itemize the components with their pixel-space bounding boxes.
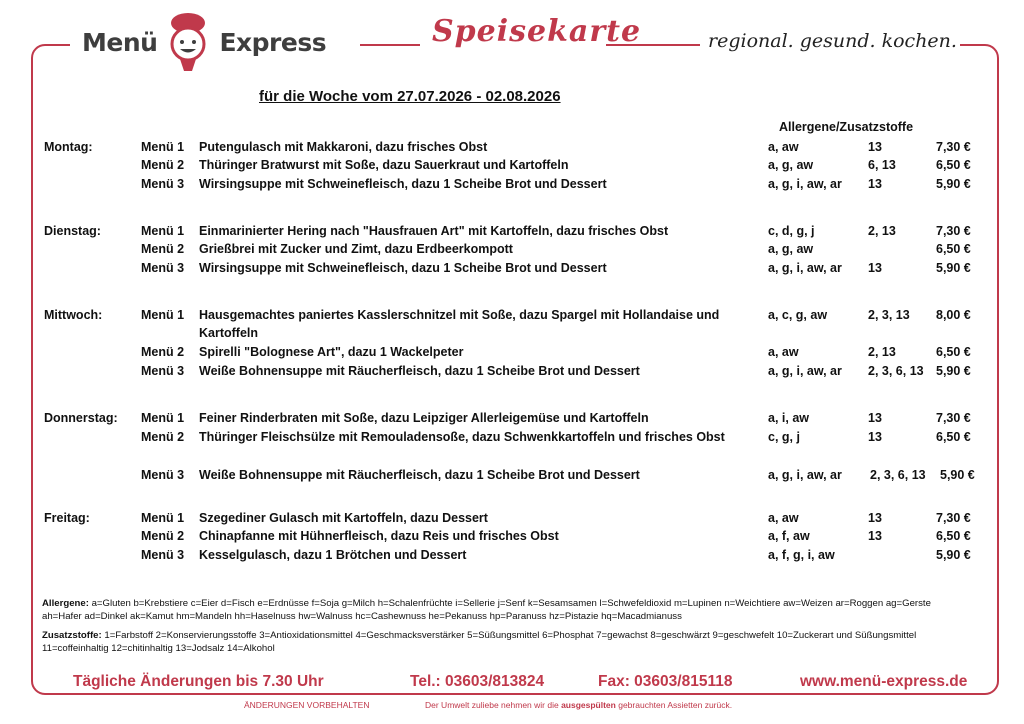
allergen-legend — [42, 597, 962, 623]
additive-codes: 13 — [868, 411, 882, 425]
dish-description: Weiße Bohnensuppe mit Räucherfleisch, dazu 1 Scheibe Brot und Dessert — [199, 364, 640, 378]
allergen-codes: a, aw — [768, 511, 799, 525]
allergen-codes: a, aw — [768, 345, 799, 359]
page-title: Speisekarte — [432, 14, 642, 49]
price: 5,90 € — [936, 364, 971, 378]
additive-codes: 13 — [868, 261, 882, 275]
dish-description: Chinapfanne mit Hühnerfleisch, dazu Reis und frisches Obst — [199, 529, 559, 543]
allergen-codes: c, g, j — [768, 430, 800, 444]
menu-number: Menü 3 — [141, 548, 185, 562]
price: 7,30 € — [936, 140, 971, 154]
price: 5,90 € — [936, 177, 971, 191]
allergen-codes: a, g, aw — [768, 242, 814, 256]
dish-description: Spirelli "Bolognese Art", dazu 1 Wackelpeter — [199, 345, 464, 359]
daily-changes-note: Tägliche Änderungen bis 7.30 Uhr — [73, 673, 324, 690]
menu-number: Menü 2 — [141, 345, 185, 359]
menu-number: Menü 1 — [141, 511, 185, 525]
menu-number: Menü 1 — [141, 411, 185, 425]
allergen-codes: a, g, i, aw, ar — [768, 364, 842, 378]
additive-legend-label: Zusatzstoffe: — [42, 630, 102, 641]
dish-description: Putengulasch mit Makkaroni, dazu frisches Obst — [199, 140, 488, 154]
allergen-codes: a, g, i, aw, ar — [768, 177, 842, 191]
allergen-legend-text: a=Gluten b=Krebstiere c=Eier d=Fisch e=Erdnüsse f=Soja g=Milch h=Schalenfrüchte i=Sellerie j=Senf k=Sesamsamen l=Schwefeldioxid m=Lupinen n=Weichtiere aw=Weizen ar=Roggen ag=Gerste ah=Hafer ad=Dinkel ak=Kamut hm=Mandeln hh=Haselnuss hw=Walnuss hc=Cashewnuss he=Pekanuss hp=Paranuss hz=Pistazie hq=Macadmianuss — [42, 598, 931, 622]
dish-description: Einmarinierter Hering nach "Hausfrauen Art" mit Kartoffeln, dazu frisches Obst — [199, 224, 669, 238]
changes-reserved-note: ÄNDERUNGEN VORBEHALTEN — [244, 700, 370, 710]
dish-description: Weiße Bohnensuppe mit Räucherfleisch, dazu 1 Scheibe Brot und Dessert — [199, 468, 640, 482]
day-label: Donnerstag: — [44, 411, 118, 425]
menu-number: Menü 3 — [141, 364, 185, 378]
dish-description: Wirsingsuppe mit Schweinefleisch, dazu 1 Scheibe Brot und Dessert — [199, 261, 607, 275]
allergen-codes: a, g, i, aw, ar — [768, 261, 842, 275]
dish-description: Thüringer Fleischsülze mit Remouladensoße, dazu Schwenkkartoffeln und frisches Obst — [199, 430, 725, 444]
price: 7,30 € — [936, 411, 971, 425]
price: 7,30 € — [936, 511, 971, 525]
brand-right: Express — [219, 27, 327, 57]
additive-codes: 2, 13 — [868, 224, 896, 238]
menu-number: Menü 3 — [141, 177, 185, 191]
additive-codes: 2, 3, 6, 13 — [868, 364, 924, 378]
menu-number: Menü 2 — [141, 158, 185, 172]
dish-description: Grießbrei mit Zucker und Zimt, dazu Erdbeerkompott — [199, 242, 513, 256]
allergen-codes: a, f, aw — [768, 529, 810, 543]
allergen-codes: c, d, g, j — [768, 224, 815, 238]
price: 5,90 € — [940, 468, 975, 482]
price: 6,50 € — [936, 529, 971, 543]
additive-legend — [42, 629, 962, 655]
dish-description: Feiner Rinderbraten mit Soße, dazu Leipziger Allerleigemüse und Kartoffeln — [199, 411, 649, 425]
allergen-codes: a, f, g, i, aw — [768, 548, 835, 562]
price: 5,90 € — [936, 548, 971, 562]
price: 5,90 € — [936, 261, 971, 275]
website-link[interactable]: www.menü-express.de — [800, 673, 968, 690]
dish-description: Wirsingsuppe mit Schweinefleisch, dazu 1 Scheibe Brot und Dessert — [199, 177, 607, 191]
additive-codes: 13 — [868, 177, 882, 191]
dish-description: Kesselgulasch, dazu 1 Brötchen und Dessert — [199, 548, 467, 562]
additive-codes: 13 — [868, 140, 882, 154]
day-label: Dienstag: — [44, 224, 101, 238]
menu-number: Menü 1 — [141, 140, 185, 154]
allergen-legend-label: Allergene: — [42, 598, 89, 609]
allergen-codes: a, g, i, aw, ar — [768, 468, 842, 482]
environment-note: Der Umwelt zuliebe nehmen wir die ausgespülten gebrauchten Assietten zurück. — [425, 700, 733, 710]
allergen-header: Allergene/Zusatzstoffe — [779, 120, 914, 134]
menu-number: Menü 3 — [141, 261, 185, 275]
price: 6,50 € — [936, 158, 971, 172]
menu-number: Menü 2 — [141, 242, 185, 256]
allergen-codes: a, g, aw — [768, 158, 814, 172]
menu-number: Menü 3 — [141, 468, 185, 482]
additive-codes: 2, 3, 6, 13 — [870, 468, 926, 482]
additive-codes: 6, 13 — [868, 158, 896, 172]
additive-codes: 13 — [868, 430, 882, 444]
price: 6,50 € — [936, 430, 971, 444]
additive-codes: 2, 13 — [868, 345, 896, 359]
fax-number: Fax: 03603/815118 — [598, 673, 733, 690]
phone-number: Tel.: 03603/813824 — [410, 673, 545, 690]
dish-description: Szegediner Gulasch mit Kartoffeln, dazu Dessert — [199, 511, 488, 525]
menu-number: Menü 1 — [141, 308, 185, 322]
dish-description: Thüringer Bratwurst mit Soße, dazu Sauerkraut und Kartoffeln — [199, 158, 569, 172]
additive-legend-text: 1=Farbstoff 2=Konservierungsstoffe 3=Antioxidationsmittel 4=Geschmacksverstärker 5=Süßungsmittel 6=Phosphat 7=gewachst 8=geschwärzt 9=geschwefelt 10=Zuckerart und Süßungsmittel 11=coffeinhaltig 12=chitinhaltig 13=Jodsalz 14=Alkohol — [42, 630, 917, 654]
day-label: Mittwoch: — [44, 308, 103, 322]
allergen-codes: a, aw — [768, 140, 799, 154]
menu-number: Menü 2 — [141, 430, 185, 444]
additive-codes: 2, 3, 13 — [868, 308, 910, 322]
price: 6,50 € — [936, 242, 971, 256]
week-range: für die Woche vom 27.07.2026 - 02.08.2026 — [259, 88, 561, 105]
tagline: regional. gesund. kochen. — [708, 30, 957, 52]
allergen-codes: a, c, g, aw — [768, 308, 828, 322]
menu-number: Menü 2 — [141, 529, 185, 543]
day-label: Montag: — [44, 140, 93, 154]
brand-left: Menü — [82, 27, 158, 57]
menu-number: Menü 1 — [141, 224, 185, 238]
additive-codes: 13 — [868, 511, 882, 525]
day-label: Freitag: — [44, 511, 90, 525]
price: 8,00 € — [936, 308, 971, 322]
price: 6,50 € — [936, 345, 971, 359]
brand-logo — [82, 14, 326, 70]
dish-description: Hausgemachtes paniertes Kasslerschnitzel mit Soße, dazu Spargel mit Hollandaise und Kartoffeln — [199, 308, 720, 340]
price: 7,30 € — [936, 224, 971, 238]
additive-codes: 13 — [868, 529, 882, 543]
chef-mascot-icon — [160, 11, 216, 73]
allergen-codes: a, i, aw — [768, 411, 809, 425]
